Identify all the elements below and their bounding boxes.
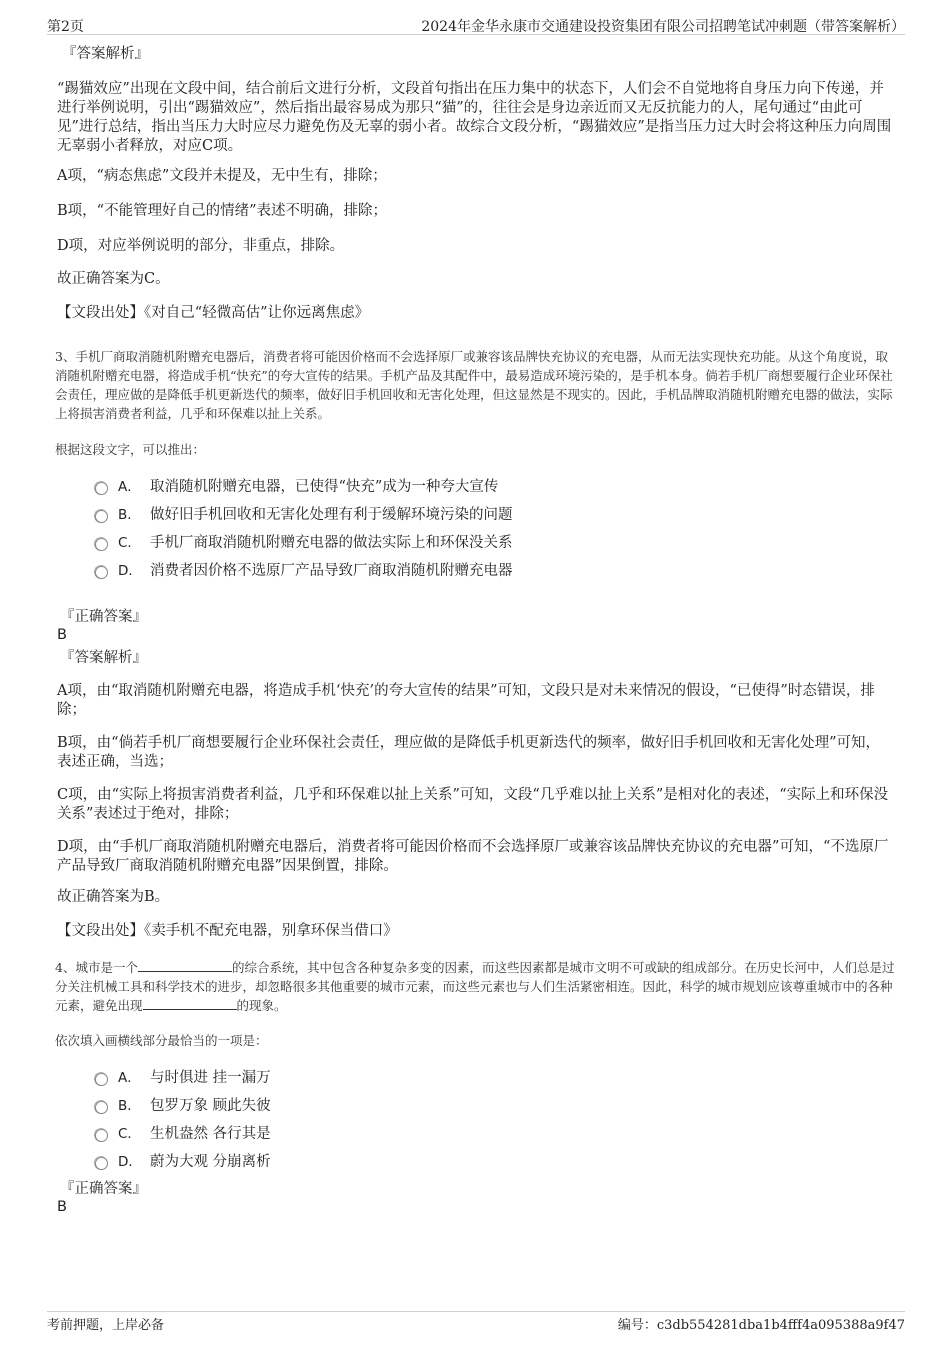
q3-analysis-a: A项，由“取消随机附赠充电器，将造成手机‘快充’的夸大宣传的结果”可知，文段只是对未来情况的假设，“已使得”时态错误，排除； — [57, 683, 875, 718]
q3-answer: B — [57, 627, 67, 643]
q4-option-a[interactable] — [95, 1065, 271, 1087]
footer-slogan: 考前押题，上岸必备 — [47, 1318, 165, 1333]
option-letter: B． — [118, 1098, 141, 1114]
q3-option-a[interactable] — [95, 474, 498, 496]
q3-stem: 3、手机厂商取消随机附赠充电器后，消费者将可能因价格而不会选择原厂或兼容该品牌快充协议的充电器，从而无法实现快充功能。从这个角度说，取消随机附赠充电器，将造成手机“快充”的夸大宣传的结果。手机产品及其配件中，最易造成环境污染的，是手机本身。倘若手机厂商想要履行企业环保社会责任，理应做的是降低手机更新迭代的频率，做好旧手机回收和无害化处理，但这显然是不现实的。因此，手机品牌取消随机附赠充电器的做法，实际上将损害消费者利益，几乎和环保难以扯上关系。 — [55, 349, 893, 421]
q4-option-c[interactable] — [95, 1121, 271, 1143]
q4-stem-part: 4、城市是一个 — [55, 960, 138, 975]
radio-icon[interactable] — [95, 1073, 108, 1086]
q3-option-c[interactable] — [95, 530, 513, 552]
q2-final-answer: 故正确答案为C。 — [57, 271, 170, 287]
q4-blank-2 — [143, 997, 237, 1010]
option-letter: B． — [118, 507, 141, 523]
option-letter: D． — [118, 563, 142, 579]
q3-final-answer: 故正确答案为B。 — [57, 889, 170, 905]
q4-answer-label: 『正确答案』 — [60, 1181, 147, 1197]
q2-source: 【文段出处】《对自己“轻微高估”让你远离焦虑》 — [57, 305, 370, 321]
q3-answer-label: 『正确答案』 — [60, 609, 147, 625]
radio-icon[interactable] — [95, 1129, 108, 1142]
document-id: 编号：c3db554281dba1b4fff4a095388a9f47 — [617, 1318, 905, 1333]
radio-icon[interactable] — [95, 510, 108, 523]
document-title: 2024年金华永康市交通建设投资集团有限公司招聘笔试冲刺题（带答案解析） — [421, 19, 905, 35]
option-text: 取消随机附赠充电器，已使得“快充”成为一种夸大宣传 — [150, 478, 499, 495]
q2-analysis-d: D项，对应举例说明的部分，非重点，排除。 — [57, 238, 345, 254]
footer-divider — [47, 1311, 905, 1312]
page-number: 第2页 — [47, 19, 84, 35]
radio-icon[interactable] — [95, 566, 108, 579]
option-letter: C． — [118, 535, 141, 551]
q4-stem-part: 的综合系统，其中包含各种复杂多变的因素，而这些因素都是城市文明不可或缺的组成部分。在历史长河中，人们总是过分关注机械工具和科学技术的进步，却忽略很多其他重要的城市元素，而这些元素也与人们生活紧密相连。因此，科学的城市规划应该尊重城市中的各种元素，避免出现 — [55, 960, 895, 1013]
q4-prompt: 依次填入画横线部分最恰当的一项是： — [55, 1033, 268, 1048]
radio-icon[interactable] — [95, 1157, 108, 1170]
q4-option-b[interactable] — [95, 1093, 271, 1115]
radio-icon[interactable] — [95, 482, 108, 495]
option-text: 与时俱进 挂一漏万 — [150, 1069, 271, 1086]
header-divider — [47, 34, 905, 35]
q4-stem-part: 的现象。 — [236, 998, 287, 1013]
q4-option-d[interactable] — [95, 1149, 271, 1171]
q2-analysis-a: A项，“病态焦虑”文段并未提及，无中生有，排除； — [57, 168, 387, 184]
option-letter: C． — [118, 1126, 141, 1142]
q3-option-b[interactable] — [95, 502, 513, 524]
option-letter: D． — [118, 1154, 142, 1170]
q4-blank-1 — [138, 959, 232, 972]
option-text: 消费者因价格不选原厂产品导致厂商取消随机附赠充电器 — [150, 562, 513, 579]
q3-analysis-b: B项，由“倘若手机厂商想要履行企业环保社会责任，理应做的是降低手机更新迭代的频率，做好旧手机回收和无害化处理”可知，表述正确，当选； — [57, 735, 880, 770]
q3-analysis-c: C项，由“实际上将损害消费者利益，几乎和环保难以扯上关系”可知，文段“几乎难以扯上关系”是相对化的表述，“实际上和环保没关系”表述过于绝对，排除； — [57, 787, 889, 822]
q3-analysis-d: D项，由“手机厂商取消随机附赠充电器后，消费者将可能因价格而不会选择原厂或兼容该品牌快充协议的充电器”可知，“不选原厂产品导致厂商取消随机附赠充电器”因果倒置，排除。 — [57, 839, 889, 874]
option-letter: A． — [118, 1070, 141, 1086]
q2-analysis-label: 『答案解析』 — [62, 46, 149, 62]
q3-source: 【文段出处】《卖手机不配充电器，别拿环保当借口》 — [57, 923, 398, 939]
q3-analysis-label: 『答案解析』 — [60, 650, 147, 666]
q4-answer: B — [57, 1199, 67, 1215]
q4-stem — [55, 958, 897, 1015]
radio-icon[interactable] — [95, 1101, 108, 1114]
option-text: 做好旧手机回收和无害化处理有利于缓解环境污染的问题 — [150, 506, 513, 523]
q3-prompt: 根据这段文字，可以推出： — [55, 442, 206, 457]
q2-analysis-b: B项，“不能管理好自己的情绪”表述不明确，排除； — [57, 203, 387, 219]
option-letter: A． — [118, 479, 141, 495]
q3-option-d[interactable] — [95, 558, 513, 580]
q2-analysis-paragraph: “踢猫效应”出现在文段中间，结合前后文进行分析，文段首句指出在压力集中的状态下，人们会不自觉地将自身压力向下传递，并进行举例说明，引出“踢猫效应”，然后指出最容易成为那只“猫”的，往往会是身边亲近而又无反抗能力的人，尾句通过“由此可见”进行总结，指出当压力大时应尽力避免伤及无辜的弱小者。故综合文段分析，“踢猫效应”是指当压力过大时会将这种压力向周围无辜弱小者释放，对应C项。 — [57, 81, 892, 154]
option-text: 蔚为大观 分崩离析 — [150, 1153, 271, 1170]
radio-icon[interactable] — [95, 538, 108, 551]
option-text: 手机厂商取消随机附赠充电器的做法实际上和环保没关系 — [150, 534, 513, 551]
option-text: 生机盎然 各行其是 — [150, 1125, 271, 1142]
option-text: 包罗万象 顾此失彼 — [150, 1097, 271, 1114]
